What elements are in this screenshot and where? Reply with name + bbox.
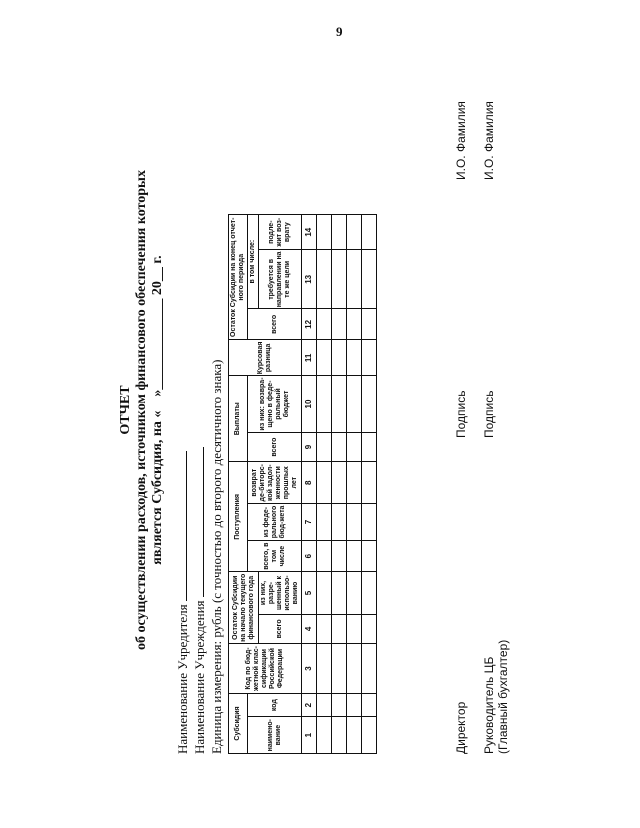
title-year-suffix: г. xyxy=(150,255,165,264)
col-num: 4 xyxy=(302,614,317,644)
hdr-receipts: Поступления xyxy=(229,462,248,572)
hdr-balance-start-permitted: из них, разре-шенный к использо-ванию xyxy=(259,572,302,614)
hdr-budget-code: Код по бюд-жетной клас-сификации Российской Федерации xyxy=(229,644,302,694)
director-signature: Подпись xyxy=(454,390,468,438)
founder-row xyxy=(174,359,191,754)
title-date-prefix: является Субсидия, на « xyxy=(150,410,165,565)
title-date-close: » xyxy=(150,389,165,397)
hdr-balance-start: Остаток Субсидии на начало текущего финансового года xyxy=(229,572,259,644)
col-num: 13 xyxy=(302,250,317,309)
unit-label: Единица измерения: рубль (с точностью до второго десятичного знака) xyxy=(209,359,224,754)
hdr-fx-difference: Курсовая разница xyxy=(229,340,302,376)
report-table xyxy=(228,214,377,754)
title-line-3: является Субсидия, на « »_____________ 20__ г. xyxy=(150,255,165,565)
hdr-balance-end-return: подле-жит воз-врату xyxy=(259,215,302,250)
hdr-subsidy: Субсидия xyxy=(229,693,248,753)
rotated-report-sheet xyxy=(110,40,530,780)
col-num: 12 xyxy=(302,309,317,340)
institution-row xyxy=(191,359,208,754)
hdr-receipts-budget: из феде-рального бюд-жета xyxy=(248,504,302,541)
title-line-1: ОТЧЕТ xyxy=(118,385,133,435)
col-num: 5 xyxy=(302,572,317,614)
col-num: 8 xyxy=(302,462,317,504)
hdr-balance-end-total: всего xyxy=(248,309,302,340)
hdr-balance-end: Остаток Субсидии на конец отчет-ного периода xyxy=(229,215,248,341)
unit-row xyxy=(208,359,225,754)
chief-signature: Подпись xyxy=(482,390,496,438)
col-num: 11 xyxy=(302,340,317,376)
chief-accountant-label xyxy=(482,640,510,754)
hdr-balance-end-incl: в том числе: xyxy=(248,215,259,309)
founder-blank-line xyxy=(175,451,187,601)
title-line-2: об осуществлении расходов, источником финансового обеспечения которых xyxy=(134,170,149,650)
title-year: 20 xyxy=(150,281,165,296)
institution-blank-line xyxy=(192,447,204,597)
col-num: 9 xyxy=(302,432,317,462)
chief-label-line-1: Руководитель ЦБ xyxy=(482,656,496,754)
report-meta xyxy=(174,359,225,754)
col-num: 7 xyxy=(302,504,317,541)
director-name: И.О. Фамилия xyxy=(454,101,468,180)
table-row xyxy=(332,215,347,754)
col-num: 14 xyxy=(302,215,317,250)
report-title xyxy=(118,40,166,780)
hdr-receipts-total: всего, в том числе xyxy=(248,540,302,572)
director-label: Директор xyxy=(454,701,468,754)
column-number-row xyxy=(302,215,317,754)
table-row xyxy=(317,215,332,754)
institution-label: Наименование Учреждения xyxy=(192,600,207,754)
hdr-payments-returned: из них: возвра-щено в феде-ральный бюджет xyxy=(248,376,302,433)
hdr-subsidy-name: наимено-вание xyxy=(248,717,302,754)
hdr-balance-start-total: всего xyxy=(259,614,302,644)
col-num: 1 xyxy=(302,717,317,754)
col-num: 6 xyxy=(302,540,317,572)
col-num: 3 xyxy=(302,644,317,694)
hdr-payments-total: всего xyxy=(248,432,302,462)
page-number: 9 xyxy=(336,24,343,39)
hdr-receipts-return: возврат де-биторс-кой задол-женности прошлых лет xyxy=(248,462,302,504)
table-row xyxy=(362,215,377,754)
hdr-payments: Выплаты xyxy=(229,376,248,462)
col-num: 2 xyxy=(302,693,317,716)
chief-label-line-2: (Главный бухгалтер) xyxy=(496,639,510,754)
hdr-balance-end-required: требуется в направлении на те же цели xyxy=(259,250,302,309)
table-row xyxy=(347,215,362,754)
col-num: 10 xyxy=(302,376,317,433)
founder-label: Наименование Учредителя xyxy=(175,604,190,754)
chief-name: И.О. Фамилия xyxy=(482,101,496,180)
hdr-subsidy-code: код xyxy=(248,693,302,716)
